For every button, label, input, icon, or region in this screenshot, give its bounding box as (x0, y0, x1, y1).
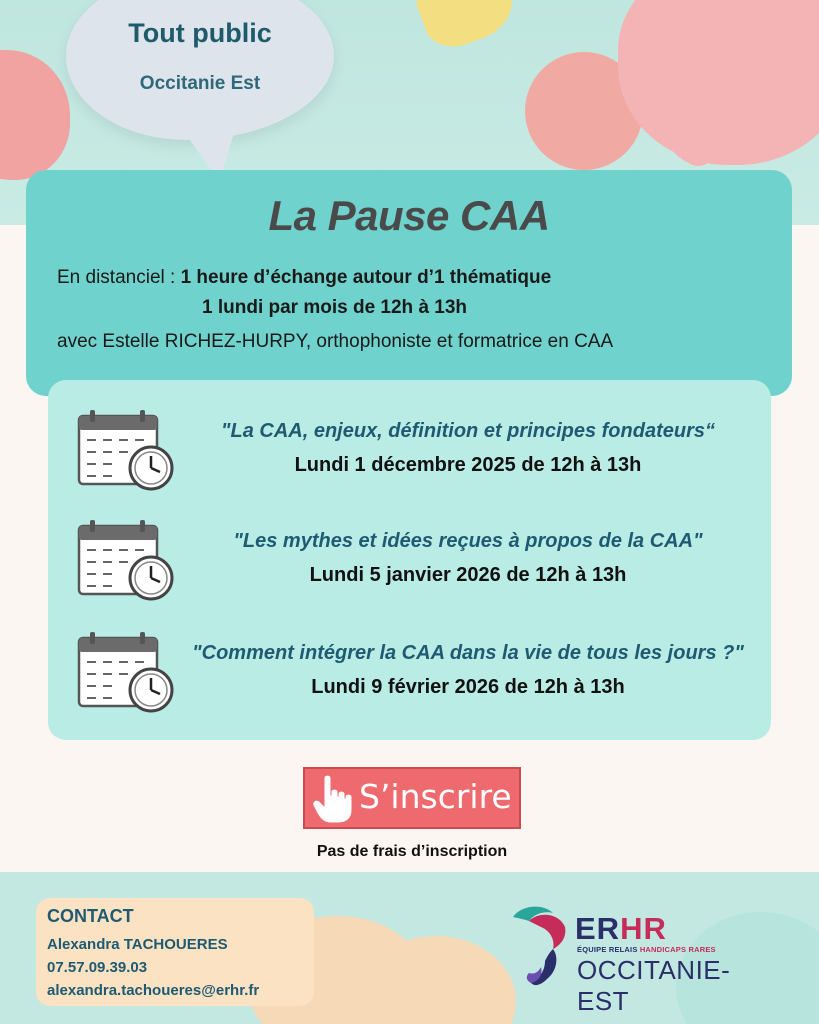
erhr-logo-mark-icon (509, 905, 573, 987)
session-item (48, 632, 771, 732)
contact-name: Alexandra TACHOUERES (47, 936, 228, 953)
session-title: "Comment intégrer la CAA dans la vie de tous les jours ?" (192, 642, 744, 664)
header-card (26, 170, 792, 396)
audience-region: Occitanie Est (139, 73, 261, 94)
session-item (48, 410, 771, 510)
format-value: 1 heure d’échange autour d’1 thématique (180, 267, 552, 288)
audience-title: Tout public (128, 18, 272, 48)
logo-tagline: ÉQUIPE RELAIS HANDICAPS RARES (577, 945, 716, 954)
sessions-card (48, 380, 771, 740)
logo-wordmark: ERHR (575, 911, 667, 946)
format-line (57, 267, 551, 289)
contact-email[interactable]: alexandra.tachoueres@erhr.fr (47, 982, 260, 999)
erhr-logo (509, 905, 779, 1016)
registration-fee-note: Pas de frais d’inscription (316, 843, 508, 860)
session-date: Lundi 9 février 2026 de 12h à 13h (311, 676, 625, 698)
format-label: En distanciel : (57, 267, 176, 288)
register-label: S’inscrire (359, 777, 512, 816)
contact-card (36, 898, 314, 1006)
pointing-hand-icon (311, 774, 355, 824)
yellow-bubble-decoration (410, 0, 521, 56)
speaker-line: avec Estelle RICHEZ-HURPY, orthophoniste et formatrice en CAA (57, 331, 614, 352)
contact-heading: CONTACT (47, 906, 134, 926)
pink-bubble-decoration (618, 0, 819, 165)
session-title: "Les mythes et idées reçues à propos de la CAA" (233, 530, 703, 552)
pink-bubble-decoration (0, 50, 70, 180)
page-title: La Pause CAA (268, 192, 550, 239)
session-date: Lundi 1 décembre 2025 de 12h à 13h (294, 454, 642, 476)
calendar-clock-icon (76, 520, 176, 604)
session-item (48, 520, 771, 620)
calendar-clock-icon (76, 410, 176, 494)
frequency-line: 1 lundi par mois de 12h à 13h (202, 297, 468, 318)
session-title: "La CAA, enjeux, définition et principes fondateurs“ (221, 420, 715, 442)
session-date: Lundi 5 janvier 2026 de 12h à 13h (309, 564, 627, 586)
calendar-clock-icon (76, 632, 176, 716)
register-button[interactable] (303, 767, 521, 829)
logo-region: OCCITANIE-EST (577, 955, 731, 1016)
contact-phone[interactable]: 07.57.09.39.03 (47, 959, 148, 976)
